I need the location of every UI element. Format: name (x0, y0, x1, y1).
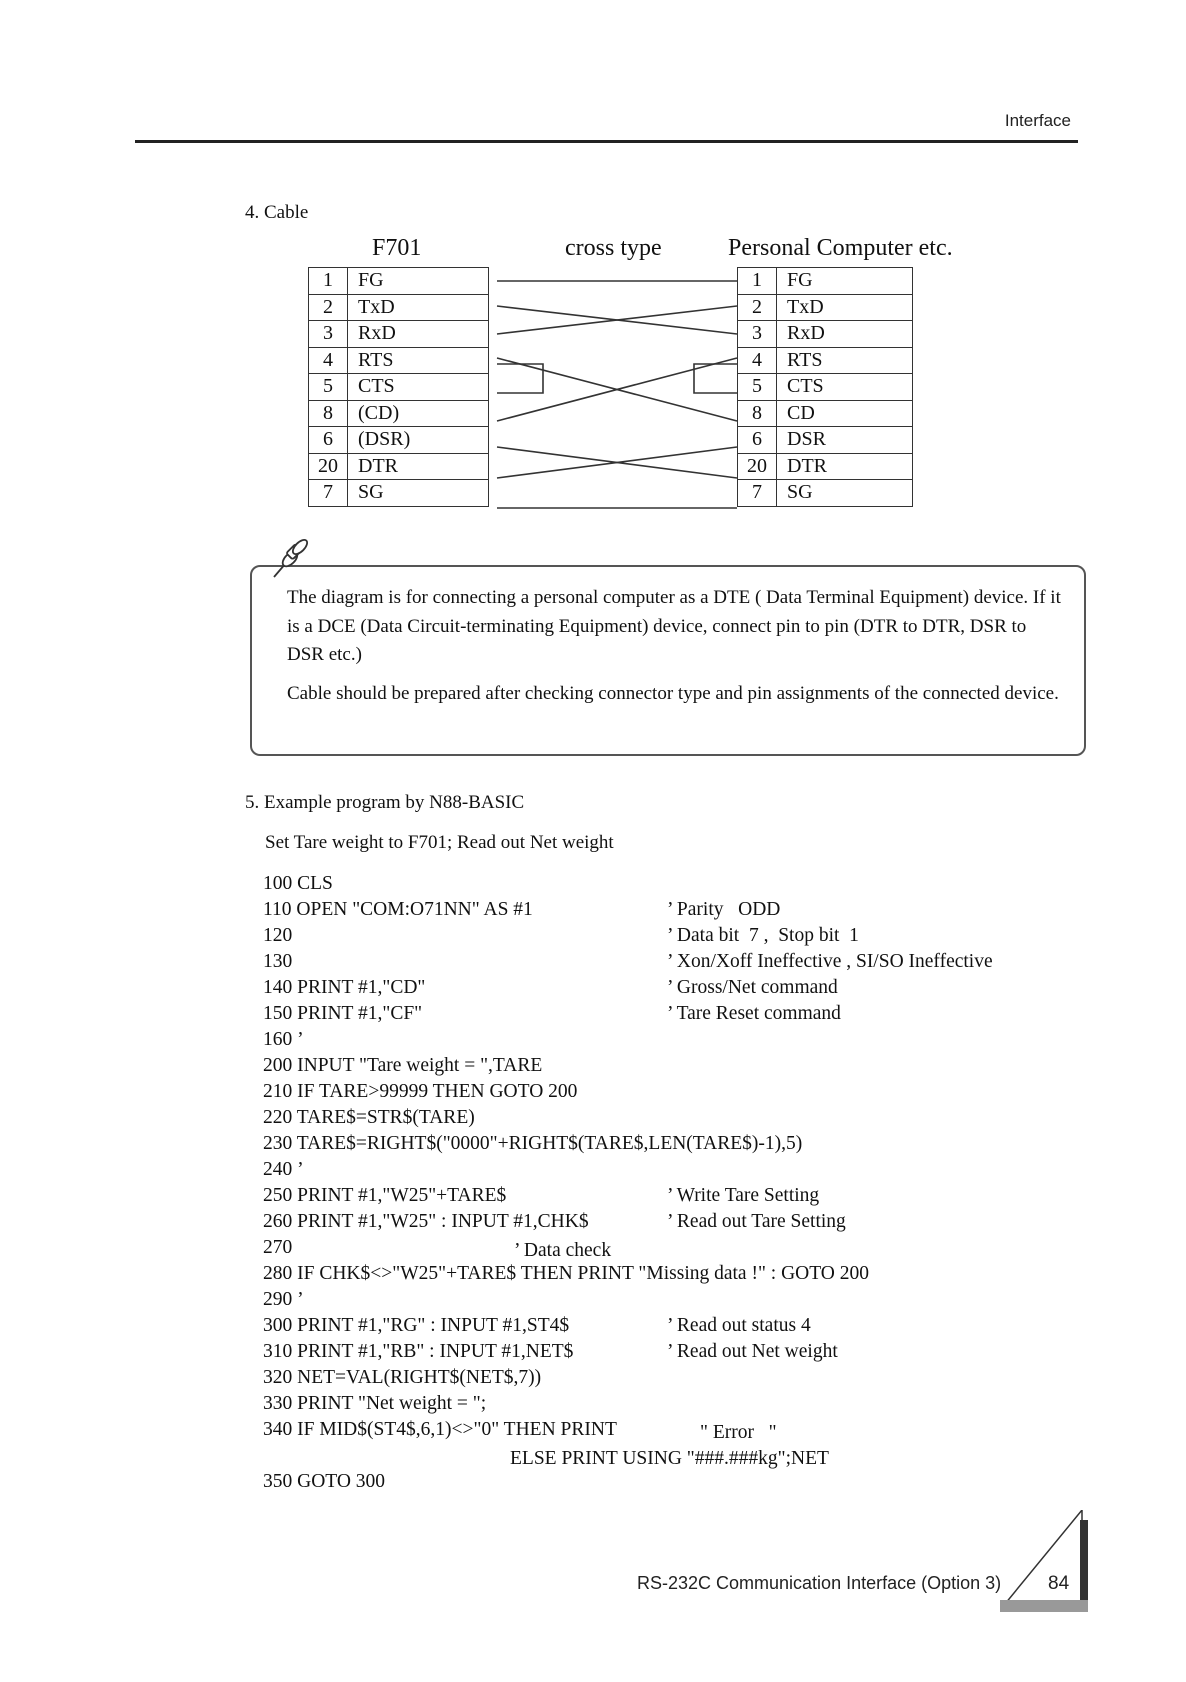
code-line: 210 IF TARE>99999 THEN GOTO 200 (263, 1081, 578, 1102)
pin-number: 4 (309, 347, 348, 374)
note-paragraph-1: The diagram is for connecting a personal computer as a DTE ( Data Terminal Equipment) device. If it is a DCE (Data Circuit-terminating Equipment) device, connect pin to pin (DTR to DTR, DSR to DSR etc.) (287, 587, 1061, 665)
pin-signal: DSR (777, 427, 913, 454)
code-line: 280 IF CHK$<>"W25"+TARE$ THEN PRINT "Missing data !" : GOTO 200 (263, 1263, 870, 1284)
pin-signal: RxD (777, 321, 913, 348)
pin-number: 8 (309, 400, 348, 427)
code-line: 270 (263, 1237, 293, 1258)
code-line: 230 TARE$=RIGHT$("0000"+RIGHT$(TARE$,LEN(TARE$)-1),5) (263, 1133, 803, 1154)
line-270-comment: ’ Data check (514, 1240, 612, 1261)
code-line: 260 PRINT #1,"W25" : INPUT #1,CHK$ (263, 1211, 589, 1232)
pin-signal: CTS (777, 374, 913, 401)
pin-signal: DTR (348, 453, 489, 480)
pin-number: 3 (309, 321, 348, 348)
pin-signal: SG (348, 480, 489, 507)
code-line: 350 GOTO 300 (263, 1471, 386, 1492)
code-line: 150 PRINT #1,"CF" (263, 1003, 423, 1024)
pin-signal: FG (348, 268, 489, 295)
pin-signal: RTS (777, 347, 913, 374)
code-comment: ’ Read out Net weight (667, 1341, 838, 1362)
code-comment: ’ Data bit 7 , Stop bit 1 (667, 925, 859, 946)
code-line: 290 ’ (263, 1289, 304, 1310)
code-comment: ’ Write Tare Setting (667, 1185, 820, 1206)
code-line: 100 CLS (263, 873, 333, 894)
pin-number: 5 (309, 374, 348, 401)
cross-wiring-diagram (0, 0, 1186, 540)
cable-heading: 4. Cable (245, 202, 309, 223)
code-comment: ’ Parity ODD (667, 899, 781, 920)
line-340-error-text: " Error " (700, 1422, 777, 1443)
pin-number: 5 (738, 374, 777, 401)
pin-number: 7 (309, 480, 348, 507)
pin-number: 6 (309, 427, 348, 454)
code-line: 140 PRINT #1,"CD" (263, 977, 426, 998)
code-line: 110 OPEN "COM:O71NN" AS #1 (263, 899, 533, 920)
pin-number: 4 (738, 347, 777, 374)
pin-signal: DTR (777, 453, 913, 480)
pc-title: Personal Computer etc. (728, 235, 953, 261)
code-comment: ’ Read out Tare Setting (667, 1211, 846, 1232)
code-line: 160 ’ (263, 1029, 304, 1050)
code-comment: ’ Tare Reset command (667, 1003, 841, 1024)
pin-number: 1 (309, 268, 348, 295)
pin-signal: CD (777, 400, 913, 427)
code-line: 220 TARE$=STR$(TARE) (263, 1107, 475, 1128)
code-line: 300 PRINT #1,"RG" : INPUT #1,ST4$ (263, 1315, 570, 1336)
pin-signal: RxD (348, 321, 489, 348)
pin-number: 2 (309, 294, 348, 321)
code-line: 250 PRINT #1,"W25"+TARE$ (263, 1185, 507, 1206)
code-line: 330 PRINT "Net weight = "; (263, 1393, 487, 1414)
code-line: 320 NET=VAL(RIGHT$(NET$,7)) (263, 1367, 542, 1388)
pin-signal: (CD) (348, 400, 489, 427)
pin-number: 1 (738, 268, 777, 295)
pin-signal: TxD (777, 294, 913, 321)
page-corner-triangle (1000, 1510, 1100, 1620)
cross-type-label: cross type (565, 235, 662, 261)
code-line: 130 (263, 951, 293, 972)
line-340-else: ELSE PRINT USING "###.###kg";NET (510, 1448, 829, 1469)
pin-number: 20 (309, 453, 348, 480)
program-subtitle: Set Tare weight to F701; Read out Net weight (265, 832, 614, 853)
program-heading: 5. Example program by N88-BASIC (245, 792, 525, 813)
pin-number: 7 (738, 480, 777, 507)
pushpin-icon (268, 535, 314, 581)
pin-number: 6 (738, 427, 777, 454)
pin-signal: RTS (348, 347, 489, 374)
code-line: 340 IF MID$(ST4$,6,1)<>"0" THEN PRINT (263, 1419, 617, 1440)
pin-signal: TxD (348, 294, 489, 321)
pin-signal: (DSR) (348, 427, 489, 454)
page-number: 84 (1048, 1573, 1070, 1594)
code-comment: ’ Xon/Xoff Ineffective , SI/SO Ineffective (667, 951, 993, 972)
note-paragraph-2: Cable should be prepared after checking connector type and pin assignments of the connected device. (287, 683, 1059, 704)
code-line: 120 (263, 925, 293, 946)
code-line: 310 PRINT #1,"RB" : INPUT #1,NET$ (263, 1341, 574, 1362)
pin-signal: CTS (348, 374, 489, 401)
pin-signal: SG (777, 480, 913, 507)
pin-number: 2 (738, 294, 777, 321)
pin-signal: FG (777, 268, 913, 295)
code-comment: ’ Gross/Net command (667, 977, 838, 998)
header-section-label: Interface (1004, 111, 1071, 130)
f701-title: F701 (372, 235, 422, 261)
code-line: 200 INPUT "Tare weight = ",TARE (263, 1055, 543, 1076)
pin-number: 8 (738, 400, 777, 427)
footer-title: RS-232C Communication Interface (Option 3) (637, 1573, 1002, 1593)
pin-number: 3 (738, 321, 777, 348)
pin-number: 20 (738, 453, 777, 480)
code-line: 240 ’ (263, 1159, 304, 1180)
code-comment: ’ Read out status 4 (667, 1315, 811, 1336)
